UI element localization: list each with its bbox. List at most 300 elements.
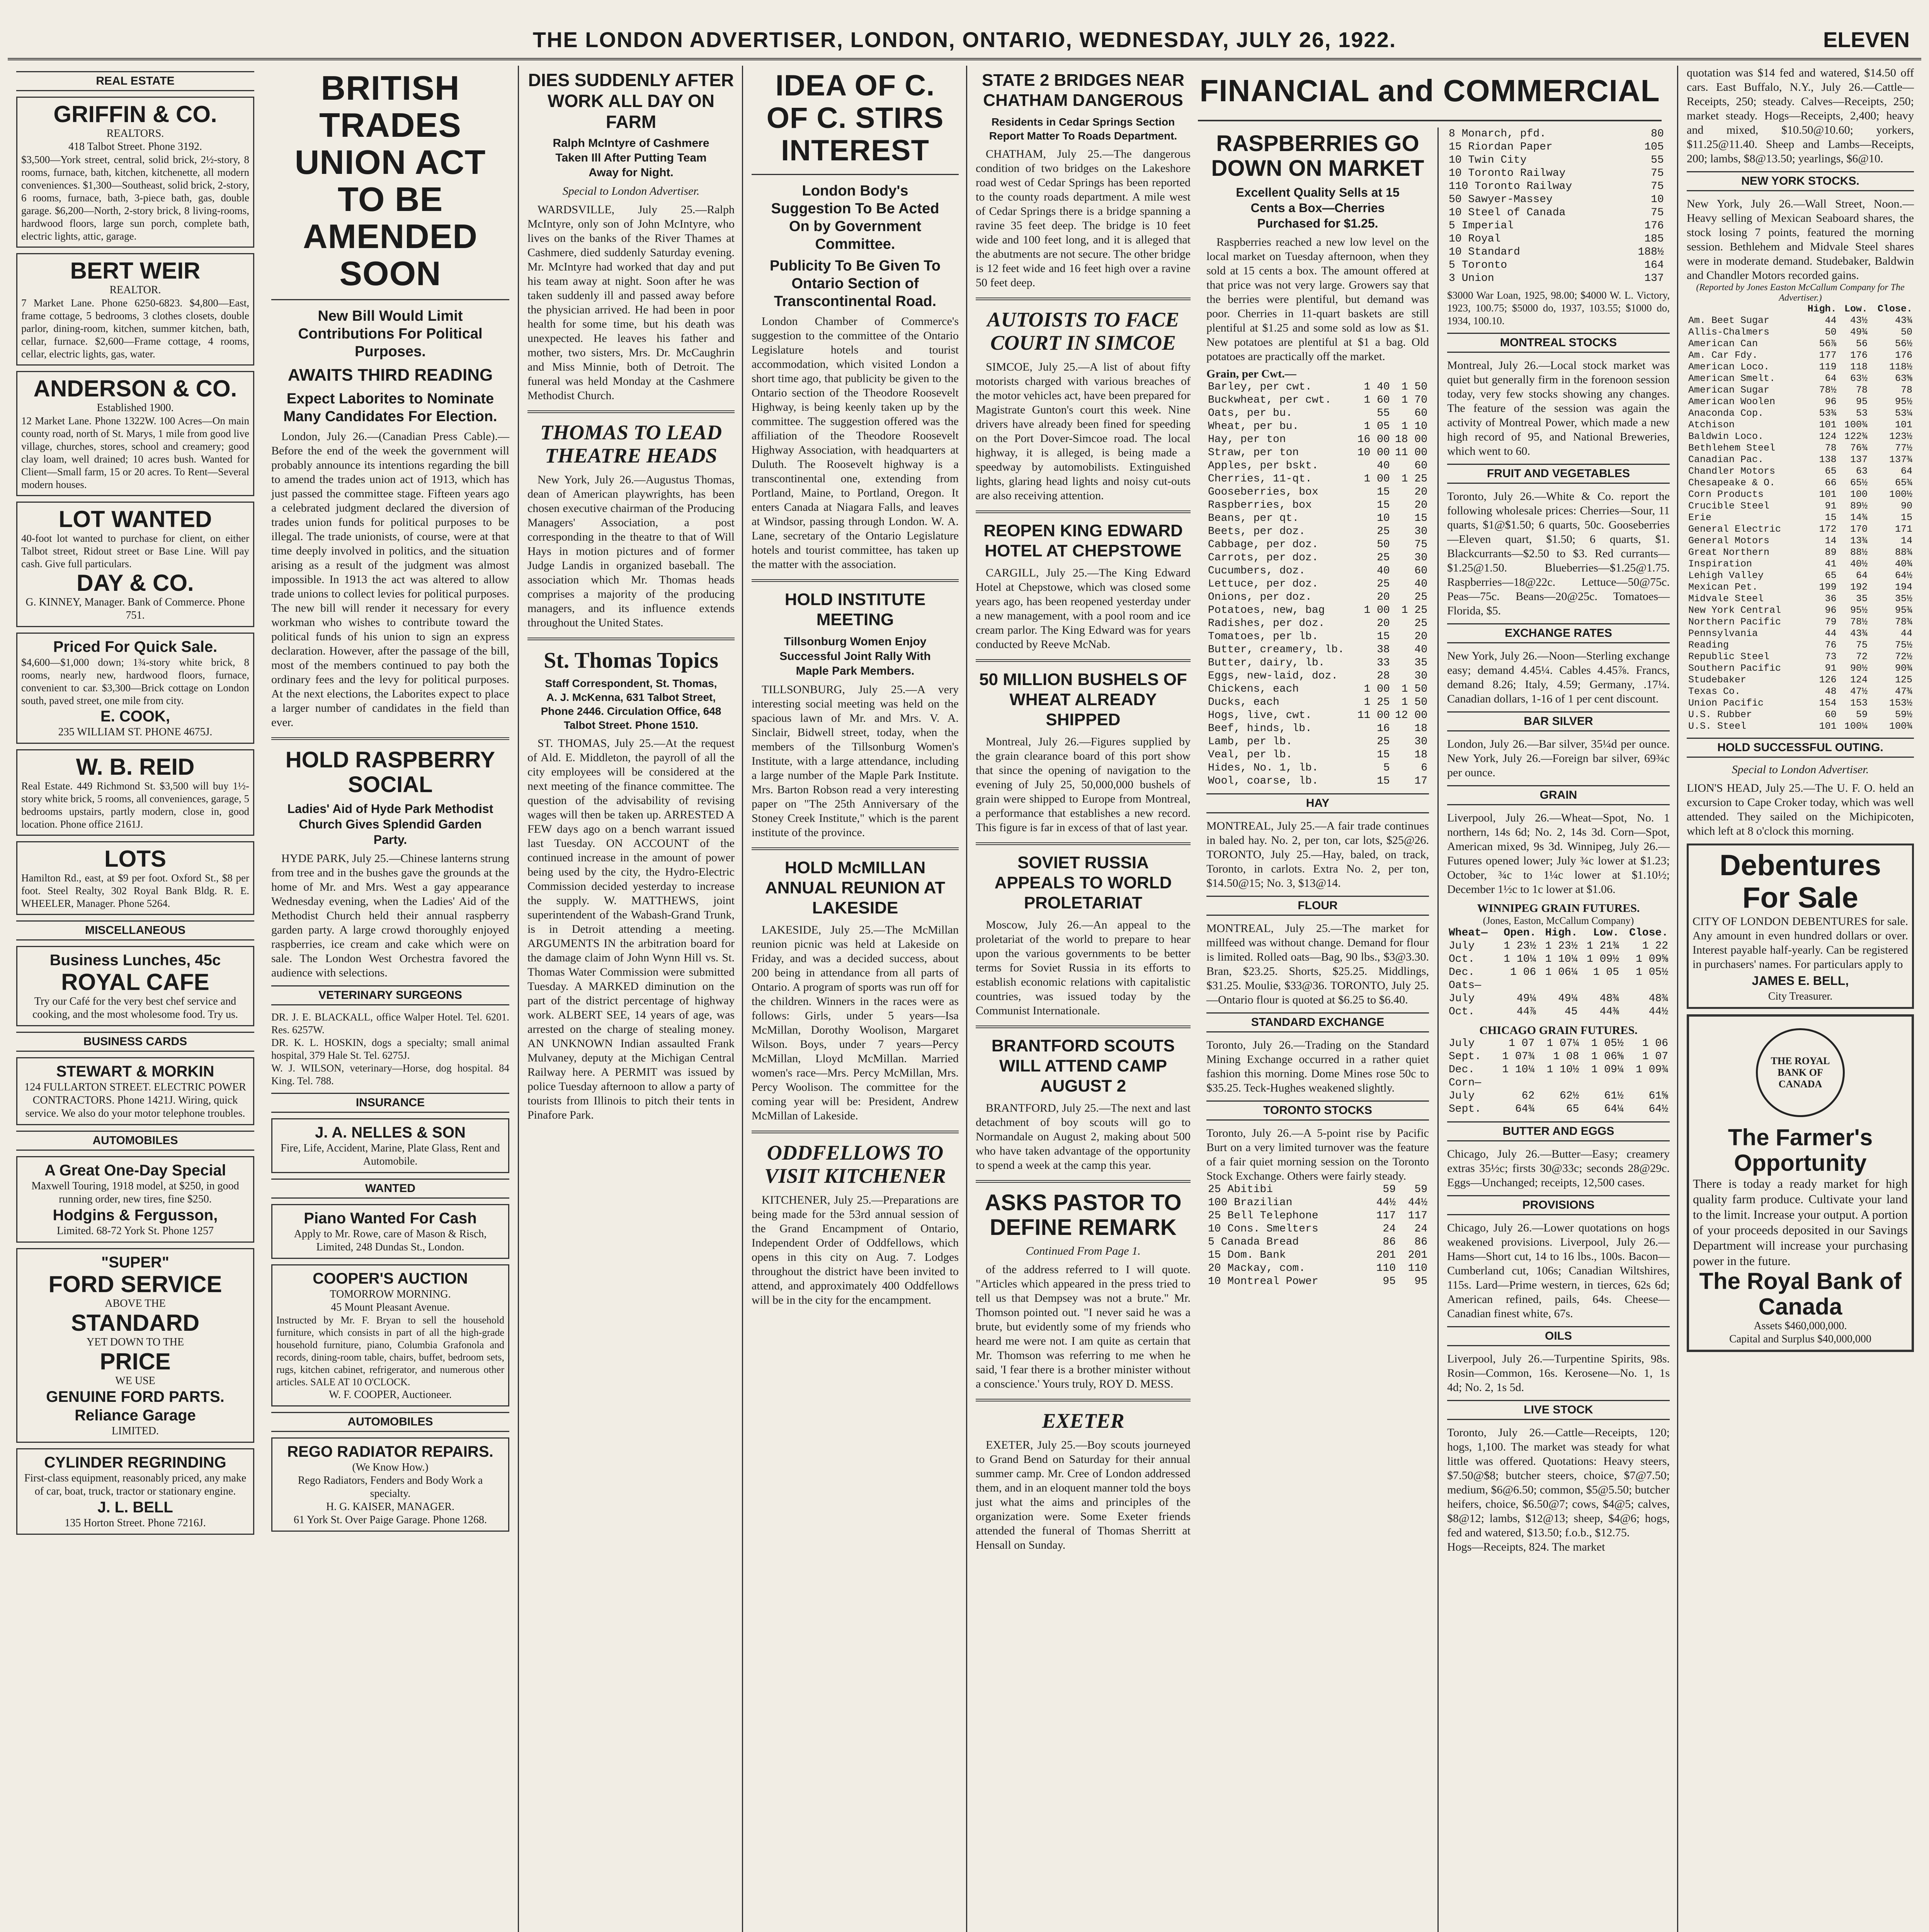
table-row xyxy=(1447,272,1670,285)
article-dies-suddenly xyxy=(527,202,735,403)
table-cell-value: 25 xyxy=(1377,578,1390,590)
ny-stocks-sub: (Reported by Jones Easton McCallum Company for The Advertiser.) xyxy=(1696,282,1905,303)
table-row xyxy=(1447,233,1670,246)
ad-cylinder-title: CYLINDER REGRINDING xyxy=(44,1454,226,1471)
table-cell-label: Buckwheat, per cwt. xyxy=(1208,394,1332,406)
table-row xyxy=(1447,940,1670,953)
ad-debentures-sub: City Treasurer. xyxy=(1768,990,1833,1002)
ad-rego-name: H. G. KAISER, MANAGER. xyxy=(326,1501,455,1513)
ad-nelles-name: J. A. NELLES & SON xyxy=(315,1124,466,1141)
divider xyxy=(527,410,735,413)
table-row xyxy=(1687,558,1914,570)
table-cell-label: 50 Sawyer-Massey xyxy=(1449,194,1553,206)
table-cell-label: Ducks, each xyxy=(1208,696,1279,708)
table-row xyxy=(1206,775,1429,788)
table-cell-value: 80 xyxy=(1651,128,1664,140)
table-cell-value: 100¾ xyxy=(1889,721,1912,732)
table-cell-label: Hogs, live, cwt. xyxy=(1208,709,1312,721)
column-6 xyxy=(1198,128,1437,1932)
ad-anderson xyxy=(16,371,254,496)
table-row xyxy=(1206,709,1429,722)
article-outing: LION'S HEAD, July 25.—The U. F. O. held an excursion to Cape Croker today, which was well attended. They sailed on the Michipicoten, which left at 8 o'clock this morning. xyxy=(1687,782,1914,837)
ad-super-ford-l1: "SUPER" xyxy=(101,1254,169,1271)
vet-listing-1: DR. J. E. BLACKALL, office Walper Hotel. Tel. 6201. Res. 6257W. xyxy=(271,1011,509,1036)
table-row xyxy=(1206,407,1429,420)
table-cell-value: 1 70 xyxy=(1401,394,1427,406)
table-cell-label: 15 Dom. Bank xyxy=(1208,1249,1286,1261)
ad-royal-bank-title: The Farmer's Opportunity xyxy=(1728,1124,1873,1176)
table-row xyxy=(1447,966,1670,979)
table-cell-value: 137¾ xyxy=(1889,454,1912,465)
table-cell-value: 79 xyxy=(1825,616,1837,628)
table-row xyxy=(1206,1236,1429,1249)
ad-stewart-morkin xyxy=(16,1057,254,1125)
table-cell-value: 1 00 xyxy=(1364,683,1390,695)
table-cell-value: 1 21¾ xyxy=(1586,940,1619,952)
ad-piano-text: Apply to Mr. Rowe, care of Mason & Risch, Limited, 248 Dundas St., London. xyxy=(294,1228,487,1253)
table-cell-label: Corn— xyxy=(1449,1077,1482,1089)
ad-cooper-name: W. F. COOPER, Auctioneer. xyxy=(329,1389,452,1401)
article-raspberries xyxy=(1206,235,1429,364)
table-cell-label: 10 Montreal Power xyxy=(1208,1276,1318,1287)
divider xyxy=(752,1131,959,1133)
article-thomas xyxy=(527,473,735,630)
table-cell-value xyxy=(1492,1077,1536,1090)
table-cell-value: 40 xyxy=(1377,565,1390,577)
article-exeter-body: EXETER, July 25.—Boy scouts journeyed to Grand Bend on Saturday for their annual summer camp. Mr. Cree of London addressed them, and in an eloquent manner told the boys just what the aims and principles of the organization were. Some Exeter friends attended the funeral of Thomas Sherritt at Hensall on Sunday. xyxy=(976,1439,1191,1551)
article-institute-body: TILLSONBURG, July 25.—A very interesting social meeting was held on the spacious lawn of Mr. and Mrs. V. A. Sinclair, Bidwell street, today, when the members of the Tillsonburg Women's Institute, with a large attendance, including a large number of the Maple Park Institute. Mrs. Barton Robson read a very interesting paper on "The 25th Anniversary of the Stoney Creek Institute," which is the parent institute of the province. xyxy=(752,683,959,839)
headline-scouts: BRANTFORD SCOUTS WILL ATTEND CAMP AUGUST 2 xyxy=(991,1036,1175,1095)
ad-cooper-sub: TOMORROW MORNING. xyxy=(330,1288,451,1300)
table-row xyxy=(1687,315,1914,327)
table-cell-label: July xyxy=(1449,993,1475,1005)
table-cell-value: 117 xyxy=(1408,1210,1427,1222)
table-cell-value: 65 xyxy=(1566,1103,1579,1115)
table-cell-value: 44 xyxy=(1825,628,1837,639)
table-cell-value: 38 xyxy=(1377,644,1390,656)
table-cell-value: 78½ xyxy=(1819,384,1837,396)
section-business-cards: BUSINESS CARDS xyxy=(16,1032,254,1052)
ad-super-ford-l10: LIMITED. xyxy=(111,1425,159,1437)
table-cell-value: 171 xyxy=(1895,524,1912,535)
table-cell-value: 75 xyxy=(1651,207,1664,219)
table-cell-label: Beets, per doz. xyxy=(1208,526,1306,537)
ad-stewart-morkin-name: STEWART & MORKIN xyxy=(56,1063,214,1080)
table-cell-label: Chandler Motors xyxy=(1688,466,1776,477)
table-row xyxy=(1206,762,1429,775)
article-provisions: Chicago, July 26.—Lower quotations on hogs weakened provisions. Liverpool, July 26.—Hams—Short cut, 14 to 16 lbs., 100s. Bacon—Cumberland cut, 106s; Canadian Wiltshires, 115s. Lard—Prime western, in tierces, 62s 6d; American refined, pails, 64s. Cheese—Canadian finest white, 67s. xyxy=(1447,1221,1670,1320)
column-3 xyxy=(518,66,743,1932)
table-cell-value xyxy=(1665,167,1670,180)
table-cell-value: 63½ xyxy=(1850,373,1868,384)
table-row xyxy=(1687,419,1914,431)
table-cell-value: 124 xyxy=(1819,431,1837,442)
table-cell-value xyxy=(1665,128,1670,141)
table-cell-value: 35 xyxy=(1414,657,1427,669)
table-cell-value: 77½ xyxy=(1895,442,1912,454)
ad-reid-name: W. B. REID xyxy=(76,754,195,780)
article-grain: Liverpool, July 26.—Wheat—Spot, No. 1 northern, 14s 6d; No. 2, 14s 3d. Corn—Spot, American mixed, 9s 3d. Winnipeg, July 26.—Futures opened lower; July ¾c lower at $1.23; October, ¾c to 1¼c lower at $1.10½; December 1½c to 1c lower at $1.06. xyxy=(1447,811,1670,896)
ad-rego-sub: (We Know How.) xyxy=(352,1461,429,1473)
deck-trades-union-2: AWAITS THIRD READING xyxy=(287,366,493,384)
article-raspberry-social xyxy=(271,851,509,980)
table-row xyxy=(1687,535,1914,547)
headline-dies-suddenly: DIES SUDDENLY AFTER WORK ALL DAY ON FARM xyxy=(528,70,734,132)
table-row xyxy=(1687,408,1914,419)
table-cell-value: 201 xyxy=(1408,1249,1427,1261)
table-cell-label: Reading xyxy=(1688,639,1729,651)
table-row xyxy=(1447,1037,1670,1050)
table-cell-value: 118½ xyxy=(1889,361,1912,372)
table-cell-label: 5 Toronto xyxy=(1449,259,1507,271)
table-cell-value: 14¾ xyxy=(1850,512,1868,523)
ad-cook-addr: 235 WILLIAM ST. PHONE 4675J. xyxy=(58,726,213,738)
table-cell-label: 20 Mackay, com. xyxy=(1208,1262,1306,1274)
table-cell-value: 5 xyxy=(1383,762,1390,774)
table-row xyxy=(1447,180,1670,193)
table-cell-label: Bethlehem Steel xyxy=(1688,442,1776,454)
headline-bridges: STATE 2 BRIDGES NEAR CHATHAM DANGEROUS xyxy=(982,71,1184,110)
ad-debentures-title: Debentures For Sale xyxy=(1719,849,1881,914)
table-cell-value: 15 xyxy=(1414,512,1427,524)
table-row xyxy=(1206,473,1429,486)
section-standard-exchange: STANDARD EXCHANGE xyxy=(1206,1012,1429,1032)
table-cell-value: 138 xyxy=(1819,454,1837,465)
table-cell-value xyxy=(1665,141,1670,154)
deck-c-of-c-1: London Body's Suggestion To Be Acted On by Government Committee. xyxy=(771,183,939,252)
article-autoists xyxy=(976,360,1191,503)
table-cell-value: 50 xyxy=(1900,327,1912,338)
column-8 xyxy=(1677,66,1922,1932)
column-4 xyxy=(742,66,967,1932)
table-cell-label: Crucible Steel xyxy=(1688,500,1770,512)
table-cell-value xyxy=(1665,154,1670,167)
table-cell-label: Dec. xyxy=(1449,966,1475,978)
table-cell-label: 3 Union xyxy=(1449,272,1494,284)
table-cell-value: 49¼ xyxy=(1558,993,1578,1005)
table-row xyxy=(1687,709,1914,721)
table-cell-value: 86 xyxy=(1383,1236,1396,1248)
article-st-thomas xyxy=(527,736,735,1122)
table-cell-value: 48 xyxy=(1825,686,1837,697)
article-montreal-stocks: Montreal, July 26.—Local stock market was quiet but generally firm in the forenoon session today, very few stocks showing any changes. The feature of the session was again the activity of Montreal Power, which made a new high record of 95, and National Breweries, which went to 60. xyxy=(1447,359,1670,457)
table-cell-value: 75 xyxy=(1651,167,1664,179)
table-row xyxy=(1687,454,1914,466)
table-cell-value xyxy=(1665,259,1670,272)
table-cell-value: 25 xyxy=(1414,617,1427,629)
headline-trades-union: BRITISH TRADES UNION ACT TO BE AMENDED SOON xyxy=(294,69,486,293)
table-cell-value: 12 00 xyxy=(1395,709,1427,721)
table-row xyxy=(1206,683,1429,696)
table-cell-value: 96 xyxy=(1825,396,1837,407)
table-cell-label: Wheat— xyxy=(1449,927,1488,939)
section-provisions: PROVISIONS xyxy=(1447,1195,1670,1215)
divider xyxy=(752,174,959,175)
table-cell-value: 1 25 xyxy=(1364,696,1390,708)
table-cell-value: 1 06 xyxy=(1510,966,1536,978)
table-cell-value: 15 xyxy=(1377,749,1390,761)
financial-header xyxy=(1198,66,1662,121)
ad-royal-cafe-text: Try our Café for the very best chef service and cooking, and the most wholesome food. Try us. xyxy=(32,995,238,1020)
table-cell-value: 60 xyxy=(1414,565,1427,577)
table-cell-label: 5 Canada Bread xyxy=(1208,1236,1299,1248)
headline-institute: HOLD INSTITUTE MEETING xyxy=(784,590,926,629)
table-cell-value: 1 07 xyxy=(1642,1051,1668,1063)
table-cell-value: 100 xyxy=(1850,489,1868,500)
ad-piano-title: Piano Wanted For Cash xyxy=(304,1210,477,1227)
headline-c-of-c: IDEA OF C. OF C. STIRS INTEREST xyxy=(766,69,944,167)
table-row xyxy=(1687,697,1914,709)
table-cell-label: Gooseberries, box xyxy=(1208,486,1318,498)
deck-st-thomas: Staff Correspondent, St. Thomas, A. J. McKenna, 631 Talbot Street, Phone 2446. Circulation Office, 648 Talbot Street. Phone 1510. xyxy=(541,677,721,731)
ad-reid-text: Real Estate. 449 Richmond St. $3,500 will buy 1½-story white brick, 5 rooms, all conveniences, garage, 5 bedrooms upstairs, partly modern, close in, good location. Phone office 2161J. xyxy=(21,780,249,830)
table-cell-value xyxy=(1625,1077,1670,1090)
table-cell-value: 60 xyxy=(1414,407,1427,419)
table-cell-label: Midvale Steel xyxy=(1688,593,1764,604)
continued-note: Continued From Page 1. xyxy=(1026,1245,1141,1257)
table-cell-value: 1 10¼ xyxy=(1504,953,1536,965)
table-row xyxy=(1447,1103,1670,1116)
table-cell-label: Canadian Pac. xyxy=(1688,454,1764,465)
article-king-edward xyxy=(976,566,1191,651)
table-cell-label: July xyxy=(1449,1037,1475,1049)
table-cell-value: Close. xyxy=(1877,303,1912,315)
table-cell-value: 55 xyxy=(1377,407,1390,419)
column-classifieds xyxy=(8,66,263,1932)
table-row xyxy=(1447,1005,1670,1019)
table-cell-label: American Sugar xyxy=(1688,384,1770,396)
table-cell-value: 10 xyxy=(1377,512,1390,524)
table-cell-value: 25 xyxy=(1377,526,1390,537)
table-cell-value: 1 50 xyxy=(1401,381,1427,393)
ad-rego-text: Rego Radiators, Fenders and Body Work a specialty. xyxy=(298,1475,483,1500)
vet-listing-2: DR. K. L. HOSKIN, dogs a specialty; small animal hospital, 379 Hale St. Tel. 6275J. xyxy=(271,1037,509,1061)
table-row xyxy=(1206,1196,1429,1209)
ad-one-day-special-text: Maxwell Touring, 1918 model, at $250, in good running order, new tires, fine $250. xyxy=(31,1180,239,1205)
article-scouts-body: BRANTFORD, July 25.—The next and last detachment of boy scouts will go to Normandale on August 2, making about 500 who have taken advantage of the opportunity to spend a week at the camp this year. xyxy=(976,1102,1191,1172)
table-cell-value: 126 xyxy=(1819,674,1837,685)
table-cell-value: 1 60 xyxy=(1364,394,1390,406)
article-standard-exchange: Toronto, July 26.—Trading on the Standard Mining Exchange occurred in a rather quiet fashion this morning. Dome Mines rose 50c to $35.25. Teck-Hughes weakened slightly. xyxy=(1206,1039,1429,1094)
divider xyxy=(976,510,1191,513)
table-cell-value: 25 xyxy=(1377,736,1390,748)
headline-king-edward: REOPEN KING EDWARD HOTEL AT CHEPSTOWE xyxy=(983,521,1183,560)
section-bar-silver: BAR SILVER xyxy=(1447,711,1670,731)
ad-quick-sale-title: Priced For Quick Sale. xyxy=(53,638,218,655)
table-cell-value: 65½ xyxy=(1850,477,1868,488)
table-cell-value: 49¼ xyxy=(1516,993,1536,1005)
table-cell-label: Eggs, new-laid, doz. xyxy=(1208,670,1338,682)
ad-debentures-text: CITY OF LONDON DEBENTURES for sale. Any amount in even hundred dollars or over. Interest payable half-yearly. Can be registered in purchasers' names. For particulars apply to xyxy=(1693,915,1908,971)
ad-lot-wanted xyxy=(16,502,254,627)
table-cell-value: 62 xyxy=(1521,1090,1535,1102)
table-cell-value: 110 xyxy=(1408,1262,1427,1274)
table-row xyxy=(1447,219,1670,233)
ad-quick-sale-text: $4,600—$1,000 down; 1¾-story white brick, 8 rooms, nearly new, hardwood floors, furnace, convenient to car. $3,300—Brick cottage on London south, paved street, one mile from city. xyxy=(21,656,249,706)
ad-debentures-name: JAMES E. BELL, xyxy=(1752,974,1849,988)
table-cell-value: 1 06¼ xyxy=(1545,966,1578,978)
section-miscellaneous: MISCELLANEOUS xyxy=(16,920,254,940)
ad-cooper-auction xyxy=(271,1264,509,1406)
bonds-text: $3000 War Loan, 1925, 98.00; $4000 W. L. Victory, 1923, 100.75; $5000 do, 1937, 103.55; $1000 do, 1934, 100.10. xyxy=(1447,289,1670,327)
table-cell-value: 35½ xyxy=(1895,593,1912,604)
table-row xyxy=(1447,167,1670,180)
section-oils: OILS xyxy=(1447,1326,1670,1346)
ad-royal-bank-capital: Capital and Surplus $40,000,000 xyxy=(1729,1333,1871,1345)
table-cell-value xyxy=(1665,272,1670,285)
newspaper-page xyxy=(8,0,1921,1932)
table-cell-label: Chesapeake & O. xyxy=(1688,477,1776,488)
table-cell-value: 137 xyxy=(1644,272,1664,284)
table-cell-value: 78¾ xyxy=(1895,616,1912,628)
divider xyxy=(752,579,959,582)
table-cell-value: 1 09¼ xyxy=(1591,1064,1624,1076)
table-row xyxy=(1206,433,1429,446)
table-cell-value: 95¾ xyxy=(1895,605,1912,616)
table-cell-label: Carrots, per doz. xyxy=(1208,552,1318,564)
table-cell-value: 1 08 xyxy=(1553,1051,1579,1063)
table-cell-value: 11 00 xyxy=(1357,709,1390,721)
table-cell-label: Cucumbers, doz. xyxy=(1208,565,1306,577)
table-row xyxy=(1687,373,1914,384)
section-live-stock: LIVE STOCK xyxy=(1447,1400,1670,1420)
royal-bank-seal-text: THE ROYAL BANK OF CANADA xyxy=(1771,1055,1830,1090)
table-row xyxy=(1206,538,1429,551)
table-row xyxy=(1687,396,1914,408)
table-row xyxy=(1447,953,1670,966)
table-cell-value: 125 xyxy=(1895,674,1912,685)
article-mcmillan-body: LAKESIDE, July 25.—The McMillan reunion picnic was held at Lakeside on Friday, and was a decided success, about 200 being in attendance from all parts of Ontario. A program of sports was run off for the children. Winners in the races were as follows: Girls, under 5 years—Isa McMillan, Dorothy Woolison, Margaret Wilson. Boys, under 7 years—Percy McMillan, Lloyd McMillan. Married women's race—Mrs. Percy McMillan, Mrs. Percy Woolison. The committee for the coming year will be: President, Andrew McMillan of Lakeside. xyxy=(752,923,959,1122)
article-oddfellows xyxy=(752,1193,959,1307)
table-cell-value: 66 xyxy=(1825,477,1837,488)
ad-anderson-text: 12 Market Lane. Phone 1322W. 100 Acres—On main county road, north of St. Marys, 1 mile from good live village, churches, stores, school and creamery; good clay loam, well drained; 10 acres bush. Wanted for Client—Small farm, 15 or 20 acres. To Rent—Several modern houses. xyxy=(21,415,249,490)
table-cell-label: Am. Car Fdy. xyxy=(1688,350,1758,361)
table-cell-value: 95 xyxy=(1414,1276,1427,1287)
table-cell-value: 123½ xyxy=(1889,431,1912,442)
table-cell-label: Texas Co. xyxy=(1688,686,1741,697)
table-cell-label: U.S. Rubber xyxy=(1688,709,1752,720)
table-cell-value: 1 05½ xyxy=(1635,966,1668,978)
table-cell-value: 137 xyxy=(1850,454,1868,465)
table-cell-value: 20 xyxy=(1414,499,1427,511)
table-row xyxy=(1206,1262,1429,1275)
table-cell-value: 48¾ xyxy=(1599,993,1619,1005)
table-cell-label: Straw, per ton xyxy=(1208,447,1299,459)
market-price-table xyxy=(1206,381,1429,788)
table-cell-value: 59 xyxy=(1383,1184,1396,1196)
table-header-row xyxy=(1687,303,1914,315)
ad-lots-title: LOTS xyxy=(104,846,166,872)
table-cell-value xyxy=(1538,979,1579,992)
table-cell-value: 194 xyxy=(1895,582,1912,593)
table-cell-label: 10 Royal xyxy=(1449,233,1501,245)
article-wheat xyxy=(976,735,1191,835)
table-cell-value: 30 xyxy=(1414,736,1427,748)
article-live-stock: Toronto, July 26.—Cattle—Receipts, 120; hogs, 1,100. The market was steady for what little was offered. Quotations: Heavy steers, $7.50@$8; butcher steers, choice, $7@7.50; medium, $6@6.50; common, $5@5.50; butcher heifers, choice, $6.50@7; cows, $4@5; calves, $8@12; lambs, $12@13; sheep, $4@6; hogs, fed and watered, $13.50; f.o.b., $12.75. xyxy=(1447,1426,1670,1539)
table-row xyxy=(1447,193,1670,206)
table-cell-value: 64 xyxy=(1900,466,1912,477)
table-cell-value: 78 xyxy=(1856,384,1868,396)
table-cell-value xyxy=(1665,246,1670,259)
table-cell-label: Hay, per ton xyxy=(1208,434,1286,446)
table-cell-label: Erie xyxy=(1688,512,1712,523)
table-cell-label: Beef, hinds, lb. xyxy=(1208,723,1312,735)
table-cell-value: 118 xyxy=(1850,361,1868,372)
ad-hodgins-text: Limited. 68-72 York St. Phone 1257 xyxy=(56,1225,214,1237)
table-cell-value: 30 xyxy=(1414,670,1427,682)
article-bar-silver: London, July 26.—Bar silver, 35¼d per ounce. New York, July 26.—Foreign bar silver, 69¾c per ounce. xyxy=(1447,738,1670,779)
chicago-futures-head: CHICAGO GRAIN FUTURES. xyxy=(1479,1024,1638,1037)
divider xyxy=(752,847,959,850)
table-cell-value: 73 xyxy=(1825,651,1837,662)
table-cell-value xyxy=(1665,206,1670,219)
table-cell-label: Anaconda Cop. xyxy=(1688,408,1764,419)
table-row xyxy=(1447,1063,1670,1077)
ad-super-ford xyxy=(16,1248,254,1443)
ad-cooper-text: Instructed by Mr. F. Bryan to sell the household furniture, which consists in part of all the high-grade household furniture, piano, Columbia Grafonola and records, dining-room table, chairs, buffet, bedroom sets, rugs, kitchen cabinet, refrigerator, and numerous other articles. SALE AT 10 O'CLOCK. xyxy=(276,1315,504,1388)
table-row xyxy=(1206,617,1429,630)
divider xyxy=(271,737,509,740)
table-row xyxy=(1206,591,1429,604)
table-cell-label: General Electric xyxy=(1688,524,1781,535)
article-autoists-body: SIMCOE, July 25.—A list of about fifty motorists charged with various breaches of the motor vehicles act, have been prepared for Magistrate Gunton's court this week. Nine drivers have already been fined for speeding on the Port Dover-Simcoe road. The local highway, it is alleged, is being made a speedway by automobilists. Extinguished lights, glaring head lights and noisy cut-outs are also receiving attention. xyxy=(976,361,1191,502)
table-cell-label: 10 Steel of Canada xyxy=(1449,207,1566,219)
masthead-title: THE LONDON ADVERTISER, LONDON, ONTARIO, WEDNESDAY, JULY 26, 1922. xyxy=(532,27,1397,52)
article-toronto-stocks: Toronto, July 26.—A 5-point rise by Pacific Burt on a very limited turnover was the feature of a fair quiet morning session on the Toronto Stock Exchange. Others were fairly steady. xyxy=(1206,1127,1429,1182)
ad-stewart-morkin-text: 124 FULLARTON STREET. ELECTRIC POWER CONTRACTORS. Phone 1421J. Wiring, quick service. We also do your motor telephone troubles. xyxy=(24,1081,246,1119)
table-cell-value: 110 xyxy=(1376,1262,1396,1274)
masthead xyxy=(8,23,1921,60)
article-st-thomas-body: ST. THOMAS, July 25.—At the request of Ald. E. Middleton, the payroll of all the city employees will be considered at the next meeting of the finance committee. The question of the advisability of revising wages will then be taken up. ARRESTED A FEW days ago on a bench warrant issued last Tuesday. ON ACCOUNT of the continued increase in the amount of power being used by the city, the Hydro-Electric Commission decided yesterday to increase the supply. W. MATTHEWS, joint superintendent of the Wabash-Grand Trunk, is in Detroit attending a meeting. ARGUMENTS IN the arbitration board for the damage claim of John Wynn Hill vs. St. Thomas Water Commission were submitted Tuesday. A MARKED diminution on the part of the district percentage of highway work. ALBERT SEE, 14 years of age, was arrested on the charge of stealing money. AN UNKNOWN Indian assaulted Frank Mulvaney, deputy at the Michigan Central Railway here. A PERMIT was issued by police Tuesday afternoon to allow a party of tourists from Illinois to pitch their tents in Pinafore Park. xyxy=(527,737,735,1121)
section-fruit-vegetables: FRUIT AND VEGETABLES xyxy=(1447,464,1670,484)
table-cell-value: 44⅜ xyxy=(1599,1006,1619,1018)
table-cell-label: 110 Toronto Railway xyxy=(1449,180,1572,192)
table-cell-value: 1 40 xyxy=(1364,381,1390,393)
table-cell-label: Onions, per doz. xyxy=(1208,591,1312,603)
table-row xyxy=(1206,1209,1429,1223)
ad-cooper-title: COOPER'S AUCTION xyxy=(313,1270,468,1287)
table-cell-value: 1 09⅝ xyxy=(1635,953,1668,965)
table-cell-value xyxy=(1665,193,1670,206)
table-cell-label: July xyxy=(1449,940,1475,952)
deck-institute: Tillsonburg Women Enjoy Successful Joint Rally With Maple Park Members. xyxy=(779,635,931,677)
table-row xyxy=(1206,1223,1429,1236)
table-cell-value: 1 10¼ xyxy=(1545,953,1578,965)
table-row xyxy=(1206,735,1429,748)
winnipeg-futures-table xyxy=(1447,927,1670,1019)
table-cell-value: 201 xyxy=(1376,1249,1396,1261)
table-cell-value: 40¾ xyxy=(1895,558,1912,570)
table-row xyxy=(1206,656,1429,670)
table-cell-value: 18 00 xyxy=(1395,434,1427,446)
table-cell-value: 64½ xyxy=(1648,1103,1668,1115)
table-row xyxy=(1687,524,1914,535)
table-cell-value: 1 07¼ xyxy=(1546,1037,1579,1049)
table-row xyxy=(1687,500,1914,512)
table-cell-value: 1 00 xyxy=(1364,473,1390,485)
table-row xyxy=(1447,992,1670,1005)
table-row xyxy=(1687,350,1914,361)
table-cell-label: American Can xyxy=(1688,338,1758,349)
table-cell-value: 1 22 xyxy=(1642,940,1668,952)
table-cell-value: 53 xyxy=(1856,408,1868,419)
deck-raspberries: Excellent Quality Sells at 15 Cents a Box—Cherries Purchased for $1.25. xyxy=(1236,185,1400,230)
table-cell-value: 44 xyxy=(1825,315,1837,326)
vet-listing-3: W. J. WILSON, veterinary—Horse, dog hospital. 84 King. Tel. 788. xyxy=(271,1062,509,1087)
table-row xyxy=(1687,489,1914,500)
table-row xyxy=(1687,628,1914,639)
table-cell-value: High. xyxy=(1807,303,1837,315)
